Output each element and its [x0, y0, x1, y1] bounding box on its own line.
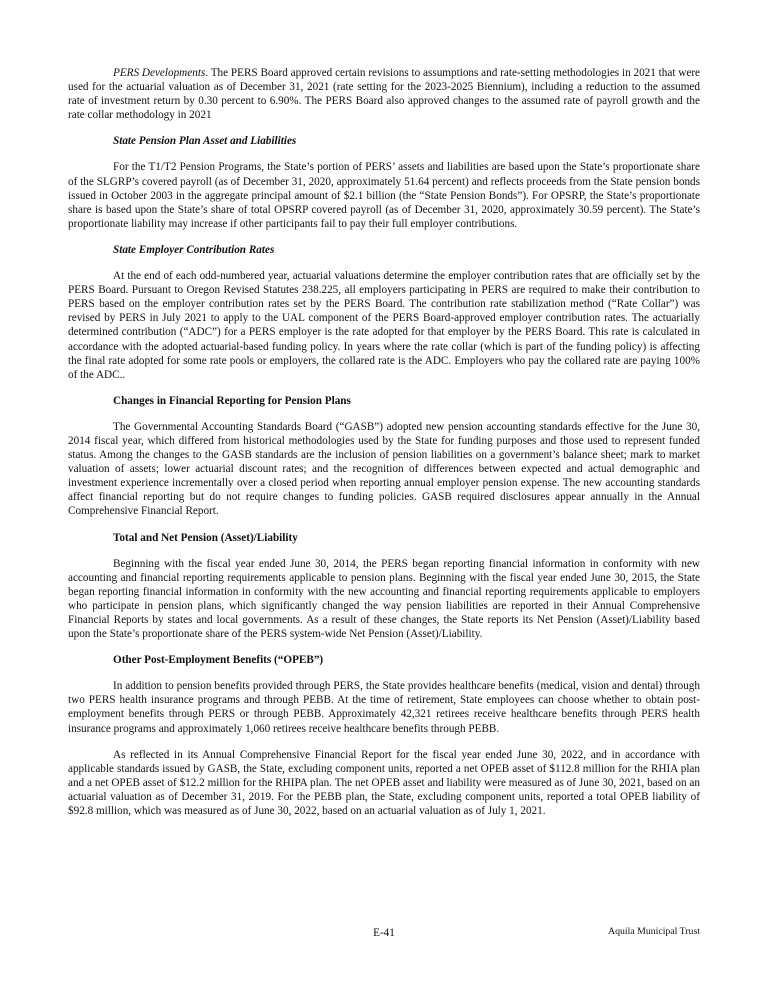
paragraph-opeb-financial-report: As reflected in its Annual Comprehensive Financial Report for the fiscal year ended June 30, 2022, and in accordance with applicable standards issued by GASB, the State, excluding component units, reported a net OPEB asset of $112.8 million for the RHIA plan and a net OPEB asset of $12.2 million for the RHIPA plan. The net OPEB asset and liability were measured as of June 30, 2021, based on an actuarial valuation as of December 31, 2019. For the PEBB plan, the State, excluding component units, reported a total OPEB liability of $92.8 million, which was measured as of June 30, 2022, based on an actuarial valuation as of July 1, 2021. — [68, 748, 700, 818]
heading-employer-contribution-rates: State Employer Contribution Rates — [113, 243, 275, 256]
paragraph-opeb-healthcare: In addition to pension benefits provided through PERS, the State provides healthcare benefits (medical, vision and dental) through two PERS health insurance programs and through PEBB. At the time of retirement, State employees can choose whether to obtain post-employment benefits through PERS or through PEBB. Approximately 42,321 retirees receive healthcare benefits through PERS health insurance programs and approximately 1,060 retirees receive healthcare benefits through PEBB. — [68, 680, 700, 735]
paragraph-changes-financial-reporting: The Governmental Accounting Standards Board (“GASB”) adopted new pension accounting standards effective for the June 30, 2014 fiscal year, which differed from historical methodologies used by the State for funding purposes and those used to represent funded status. Among the changes to the GASB standards are the inclusion of pension liabilities on a government’s balance sheet; mark to market valuation of assets; lower actuarial discount rates; and the recognition of differences between expected and actual demographic and investment experience incrementally over a closed period when reporting annual employer pension expense. The new accounting standards affect financial reporting but do not require changes to funding policies. GASB required disclosures appear annually in the Annual Comprehensive Financial Report. — [68, 420, 700, 518]
heading-opeb: Other Post-Employment Benefits (“OPEB”) — [113, 654, 324, 667]
paragraph-state-pension-plan: For the T1/T2 Pension Programs, the State’s portion of PERS’ assets and liabilities are based upon the State’s proportionate share of the SLGRP’s covered payroll (as of December 31, 2020, approximately 51.64 percent) and reflects proceeds from the State pension bonds issued in October 2003 in the aggregate principal amount of $2.1 billion (the “State Pension Bonds”). For OPSRP, the State’s proportionate share is based upon the State’s share of total OPSRP covered payroll (as of December 31, 2020, approximately 30.59 percent). The State’s proportionate liability may increase if other participants fail to pay their full employer contributions. — [68, 161, 700, 230]
heading-total-net-pension: Total and Net Pension (Asset)/Liability — [113, 531, 298, 544]
pers-developments-text: . The PERS Board approved certain revisions to assumptions and rate-setting methodologies in 2021 that were used for the actuarial valuation as of December 31, 2021 (rate setting for the 2023-2025 Biennium), including a reduction to the assumed rate of investment return by 0.30 percent to 6.90%. The PERS Board also approved changes to the assumed rate of payroll growth and the rate collar methodology in 2021 — [68, 67, 701, 122]
paragraph-pers-developments — [68, 66, 700, 122]
heading-changes-financial-reporting: Changes in Financial Reporting for Pension Plans — [113, 394, 351, 407]
page-number: E-41 — [373, 927, 395, 939]
footer-brand: Aquila Municipal Trust — [608, 926, 700, 937]
heading-state-pension-plan: State Pension Plan Asset and Liabilities — [113, 135, 297, 148]
paragraph-total-net-pension: Beginning with the fiscal year ended June 30, 2014, the PERS began reporting financial information in conformity with new accounting and financial reporting requirements applicable to pension plans. Beginning with the fiscal year ended June 30, 2015, the State began reporting financial information in conformity with the new accounting and financial reporting requirements applicable to employers who participate in pension plans, which significantly changed the way pension liabilities are reported in their Annual Comprehensive Financial Reports by states and local governments. As a result of these changes, the State reports its Net Pension (Asset)/Liability based upon the State’s proportionate share of the PERS system-wide Net Pension (Asset)/Liability. — [68, 557, 700, 641]
paragraph-employer-contribution-rates: At the end of each odd-numbered year, actuarial valuations determine the employer contribution rates that are officially set by the PERS Board. Pursuant to Oregon Revised Statutes 238.225, all employers participating in PERS are required to make their contribution to PERS based on the employer contribution rates set by the PERS Board. The contribution rate stabilization method (“Rate Collar”) was revised by PERS in July 2021 to apply to the UAL component of the PERS Board-approved employer contribution rates. The actuarially determined contribution (“ADC”) for a PERS employer is the rate adopted for that employer by the PERS Board. This rate is calculated in accordance with the adopted actuarial-based funding policy. In years where the rate collar (which is part of the funding policy) is affecting the final rate adopted for some rate pools or employers, the collared rate is the ADC. Employers who pay the collared rate are paying 100% of the ADC.. — [68, 270, 700, 381]
pers-developments-lead: PERS Developments — [113, 67, 206, 79]
document-body — [68, 66, 700, 830]
